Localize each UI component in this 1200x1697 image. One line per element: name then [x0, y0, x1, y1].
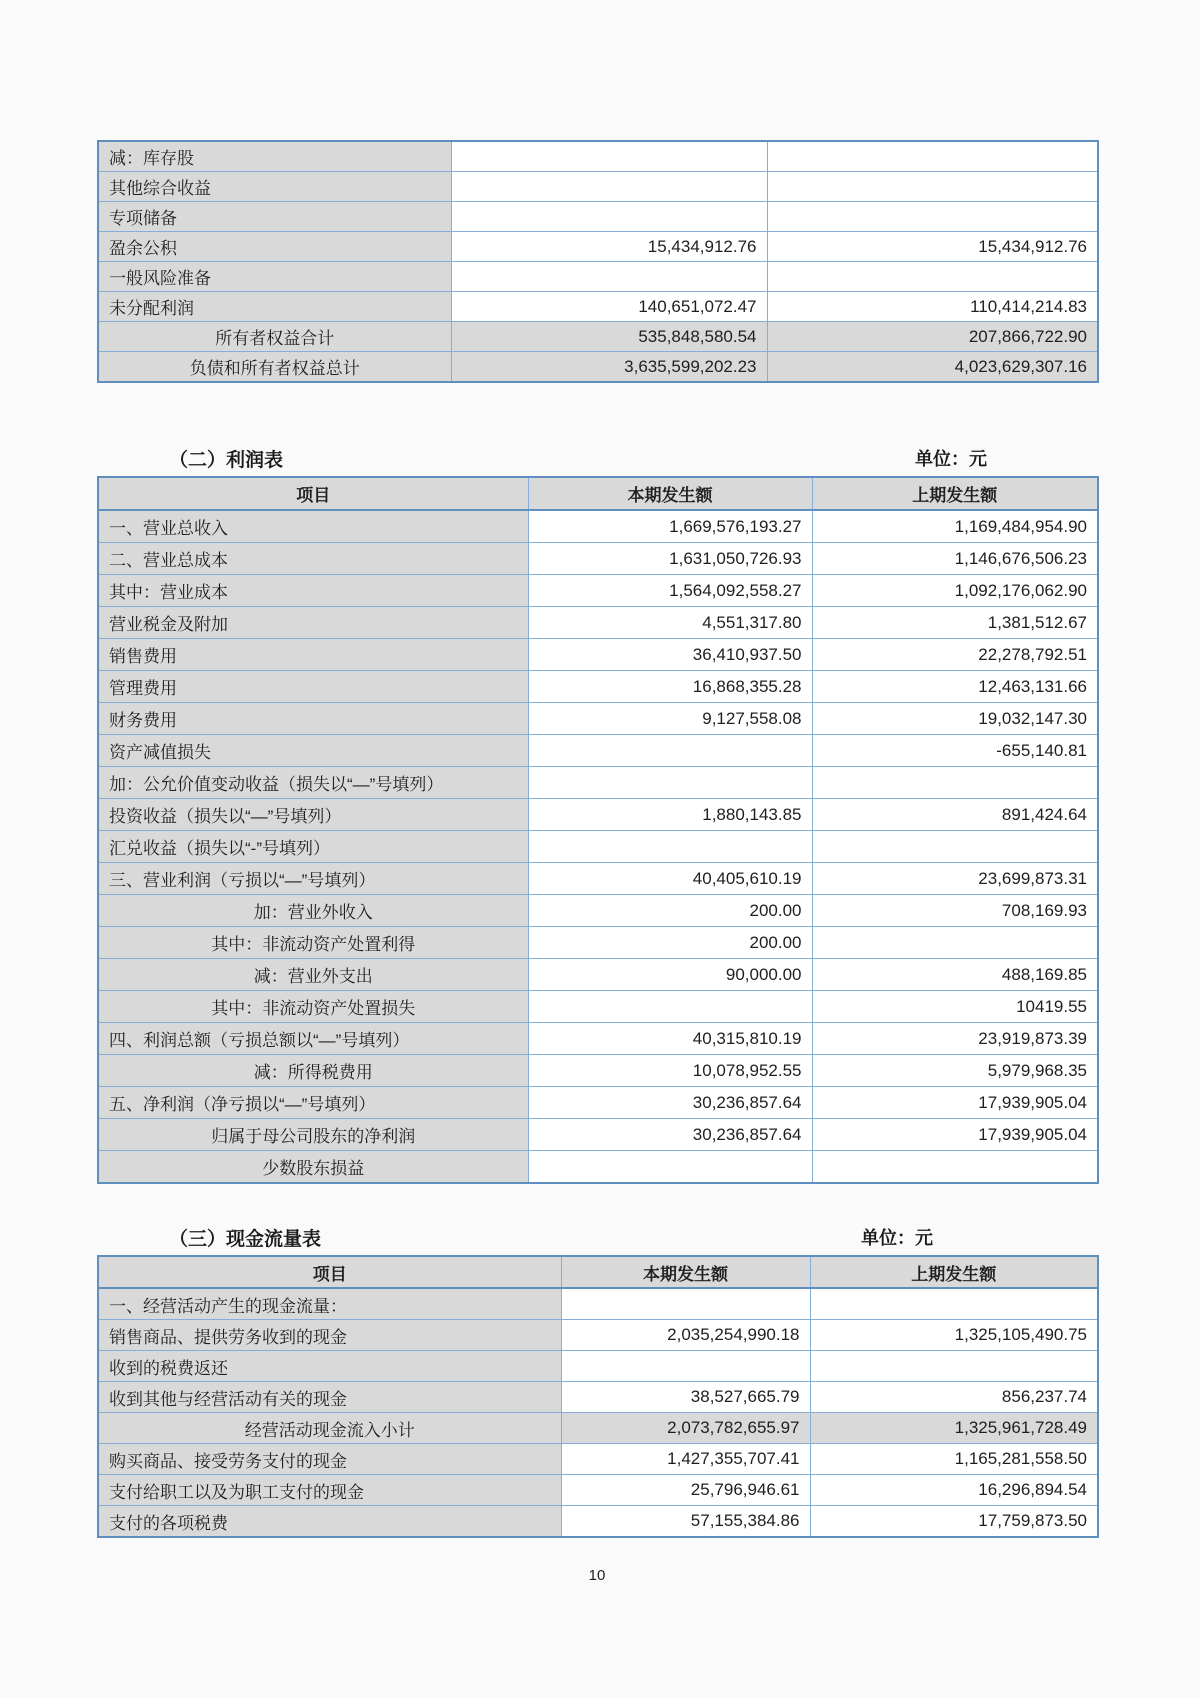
prior-period-cell: 891,424.64 — [812, 799, 1098, 831]
current-period-cell: 40,315,810.19 — [528, 1023, 812, 1055]
row-label-cell: 二、营业总成本 — [98, 543, 528, 575]
prior-period-cell — [767, 262, 1098, 292]
prior-period-cell: 12,463,131.66 — [812, 671, 1098, 703]
table-row — [98, 927, 1098, 959]
table-row — [98, 352, 1098, 383]
row-label-cell: 四、利润总额（亏损总额以“—”号填列） — [98, 1023, 528, 1055]
table-row — [98, 1119, 1098, 1151]
cash-flow-unit-label: 单位：元 — [861, 1228, 933, 1248]
row-label-cell: 汇兑收益（损失以“-”号填列） — [98, 831, 528, 863]
row-label-cell: 资产减值损失 — [98, 735, 528, 767]
row-label-cell: 其中：非流动资产处置损失 — [98, 991, 528, 1023]
row-label-cell: 少数股东损益 — [98, 1151, 528, 1184]
row-label-cell: 其他综合收益 — [98, 172, 451, 202]
row-label-cell: 专项储备 — [98, 202, 451, 232]
prior-period-cell: 207,866,722.90 — [767, 322, 1098, 352]
prior-period-cell: 1,325,961,728.49 — [810, 1413, 1098, 1444]
table-row — [98, 863, 1098, 895]
table-row — [98, 141, 1098, 172]
row-label-cell: 其中：非流动资产处置利得 — [98, 927, 528, 959]
prior-period-cell: 856,237.74 — [810, 1382, 1098, 1413]
table-row — [98, 262, 1098, 292]
current-period-cell: 140,651,072.47 — [451, 292, 767, 322]
row-label-cell: 盈余公积 — [98, 232, 451, 262]
current-period-cell: 4,551,317.80 — [528, 607, 812, 639]
prior-period-cell: 1,146,676,506.23 — [812, 543, 1098, 575]
current-period-cell: 1,880,143.85 — [528, 799, 812, 831]
prior-period-cell: 4,023,629,307.16 — [767, 352, 1098, 383]
table-row — [98, 607, 1098, 639]
income-statement-table — [97, 476, 1099, 1184]
prior-period-cell — [812, 831, 1098, 863]
table-row — [98, 767, 1098, 799]
prior-period-cell — [810, 1288, 1098, 1320]
table-row — [98, 1320, 1098, 1351]
prior-period-cell: 488,169.85 — [812, 959, 1098, 991]
current-period-cell: 15,434,912.76 — [451, 232, 767, 262]
table-row — [98, 799, 1098, 831]
income-statement-title: （二）利润表 — [169, 450, 284, 471]
current-period-cell: 9,127,558.08 — [528, 703, 812, 735]
prior-period-cell: 10419.55 — [812, 991, 1098, 1023]
current-period-cell — [561, 1288, 810, 1320]
row-label-cell: 减：营业外支出 — [98, 959, 528, 991]
table-row — [98, 1506, 1098, 1538]
current-period-cell: 1,564,092,558.27 — [528, 575, 812, 607]
row-label-cell: 购买商品、接受劳务支付的现金 — [98, 1444, 561, 1475]
table-row — [98, 991, 1098, 1023]
table-row — [98, 1444, 1098, 1475]
prior-period-cell — [767, 172, 1098, 202]
row-label-cell: 支付给职工以及为职工支付的现金 — [98, 1475, 561, 1506]
row-label-cell: 负债和所有者权益总计 — [98, 352, 451, 383]
prior-period-cell: 17,759,873.50 — [810, 1506, 1098, 1538]
table-row — [98, 895, 1098, 927]
current-period-cell: 535,848,580.54 — [451, 322, 767, 352]
prior-period-cell — [767, 141, 1098, 172]
row-label-cell: 收到其他与经营活动有关的现金 — [98, 1382, 561, 1413]
table-row — [98, 232, 1098, 262]
prior-period-cell — [810, 1351, 1098, 1382]
current-period-cell: 25,796,946.61 — [561, 1475, 810, 1506]
prior-period-cell: 15,434,912.76 — [767, 232, 1098, 262]
table-row — [98, 1055, 1098, 1087]
current-period-cell — [451, 202, 767, 232]
current-period-cell — [451, 141, 767, 172]
row-label-cell: 一、经营活动产生的现金流量： — [98, 1288, 561, 1320]
prior-period-cell: 23,699,873.31 — [812, 863, 1098, 895]
column-header: 上期发生额 — [810, 1256, 1098, 1288]
prior-period-cell — [767, 202, 1098, 232]
table-row — [98, 202, 1098, 232]
row-label-cell: 所有者权益合计 — [98, 322, 451, 352]
row-label-cell: 加：营业外收入 — [98, 895, 528, 927]
table-row — [98, 735, 1098, 767]
row-label-cell: 投资收益（损失以“—”号填列） — [98, 799, 528, 831]
current-period-cell: 10,078,952.55 — [528, 1055, 812, 1087]
row-label-cell: 减：所得税费用 — [98, 1055, 528, 1087]
current-period-cell: 2,035,254,990.18 — [561, 1320, 810, 1351]
prior-period-cell: 1,165,281,558.50 — [810, 1444, 1098, 1475]
table-row — [98, 575, 1098, 607]
prior-period-cell — [812, 1151, 1098, 1184]
table-row — [98, 172, 1098, 202]
prior-period-cell: 17,939,905.04 — [812, 1119, 1098, 1151]
prior-period-cell: 1,092,176,062.90 — [812, 575, 1098, 607]
current-period-cell — [528, 1151, 812, 1184]
table-row — [98, 1382, 1098, 1413]
current-period-cell: 90,000.00 — [528, 959, 812, 991]
table-row — [98, 1288, 1098, 1320]
current-period-cell — [451, 172, 767, 202]
column-header: 本期发生额 — [528, 477, 812, 510]
row-label-cell: 财务费用 — [98, 703, 528, 735]
prior-period-cell: 1,325,105,490.75 — [810, 1320, 1098, 1351]
row-label-cell: 三、营业利润（亏损以“—”号填列） — [98, 863, 528, 895]
current-period-cell: 40,405,610.19 — [528, 863, 812, 895]
column-header: 上期发生额 — [812, 477, 1098, 510]
current-period-cell: 1,631,050,726.93 — [528, 543, 812, 575]
prior-period-cell: 1,169,484,954.90 — [812, 510, 1098, 543]
table-row — [98, 322, 1098, 352]
current-period-cell: 3,635,599,202.23 — [451, 352, 767, 383]
row-label-cell: 营业税金及附加 — [98, 607, 528, 639]
table-row — [98, 1087, 1098, 1119]
row-label-cell: 加：公允价值变动收益（损失以“—”号填列） — [98, 767, 528, 799]
page-number: 10 — [588, 1567, 606, 1584]
row-label-cell: 一、营业总收入 — [98, 510, 528, 543]
current-period-cell: 16,868,355.28 — [528, 671, 812, 703]
balance-sheet-equity-table — [97, 140, 1099, 383]
current-period-cell: 1,427,355,707.41 — [561, 1444, 810, 1475]
cash-flow-table — [97, 1255, 1099, 1538]
prior-period-cell — [812, 927, 1098, 959]
row-label-cell: 支付的各项税费 — [98, 1506, 561, 1538]
current-period-cell: 30,236,857.64 — [528, 1119, 812, 1151]
table-row — [98, 1151, 1098, 1184]
table-row — [98, 703, 1098, 735]
current-period-cell: 38,527,665.79 — [561, 1382, 810, 1413]
row-label-cell: 一般风险准备 — [98, 262, 451, 292]
header-row — [98, 477, 1098, 510]
prior-period-cell: 5,979,968.35 — [812, 1055, 1098, 1087]
current-period-cell: 200.00 — [528, 895, 812, 927]
current-period-cell: 200.00 — [528, 927, 812, 959]
prior-period-cell: -655,140.81 — [812, 735, 1098, 767]
row-label-cell: 归属于母公司股东的净利润 — [98, 1119, 528, 1151]
prior-period-cell: 19,032,147.30 — [812, 703, 1098, 735]
row-label-cell: 销售商品、提供劳务收到的现金 — [98, 1320, 561, 1351]
table-row — [98, 1413, 1098, 1444]
current-period-cell: 30,236,857.64 — [528, 1087, 812, 1119]
row-label-cell: 管理费用 — [98, 671, 528, 703]
current-period-cell: 36,410,937.50 — [528, 639, 812, 671]
table-row — [98, 639, 1098, 671]
table-row — [98, 292, 1098, 322]
column-header: 项目 — [98, 477, 528, 510]
row-label-cell: 经营活动现金流入小计 — [98, 1413, 561, 1444]
row-label-cell: 未分配利润 — [98, 292, 451, 322]
income-statement-unit-label: 单位：元 — [915, 449, 987, 469]
table-row — [98, 1351, 1098, 1382]
prior-period-cell: 708,169.93 — [812, 895, 1098, 927]
current-period-cell — [528, 831, 812, 863]
row-label-cell: 减：库存股 — [98, 141, 451, 172]
prior-period-cell: 110,414,214.83 — [767, 292, 1098, 322]
table-row — [98, 959, 1098, 991]
prior-period-cell: 23,919,873.39 — [812, 1023, 1098, 1055]
column-header: 项目 — [98, 1256, 561, 1288]
row-label-cell: 收到的税费返还 — [98, 1351, 561, 1382]
current-period-cell — [528, 735, 812, 767]
table-row — [98, 831, 1098, 863]
current-period-cell: 57,155,384.86 — [561, 1506, 810, 1538]
row-label-cell: 其中：营业成本 — [98, 575, 528, 607]
table-row — [98, 1023, 1098, 1055]
prior-period-cell: 22,278,792.51 — [812, 639, 1098, 671]
current-period-cell: 1,669,576,193.27 — [528, 510, 812, 543]
current-period-cell — [451, 262, 767, 292]
prior-period-cell: 17,939,905.04 — [812, 1087, 1098, 1119]
cash-flow-title-row — [97, 1224, 1097, 1250]
table-row — [98, 1475, 1098, 1506]
prior-period-cell: 1,381,512.67 — [812, 607, 1098, 639]
cash-flow-title: （三）现金流量表 — [169, 1229, 322, 1250]
current-period-cell: 2,073,782,655.97 — [561, 1413, 810, 1444]
prior-period-cell: 16,296,894.54 — [810, 1475, 1098, 1506]
row-label-cell: 五、净利润（净亏损以“—”号填列） — [98, 1087, 528, 1119]
current-period-cell — [528, 991, 812, 1023]
row-label-cell: 销售费用 — [98, 639, 528, 671]
prior-period-cell — [812, 767, 1098, 799]
table-row — [98, 543, 1098, 575]
header-row — [98, 1256, 1098, 1288]
current-period-cell — [561, 1351, 810, 1382]
current-period-cell — [528, 767, 812, 799]
income-statement-title-row — [97, 445, 1097, 471]
table-row — [98, 671, 1098, 703]
table-row — [98, 510, 1098, 543]
column-header: 本期发生额 — [561, 1256, 810, 1288]
